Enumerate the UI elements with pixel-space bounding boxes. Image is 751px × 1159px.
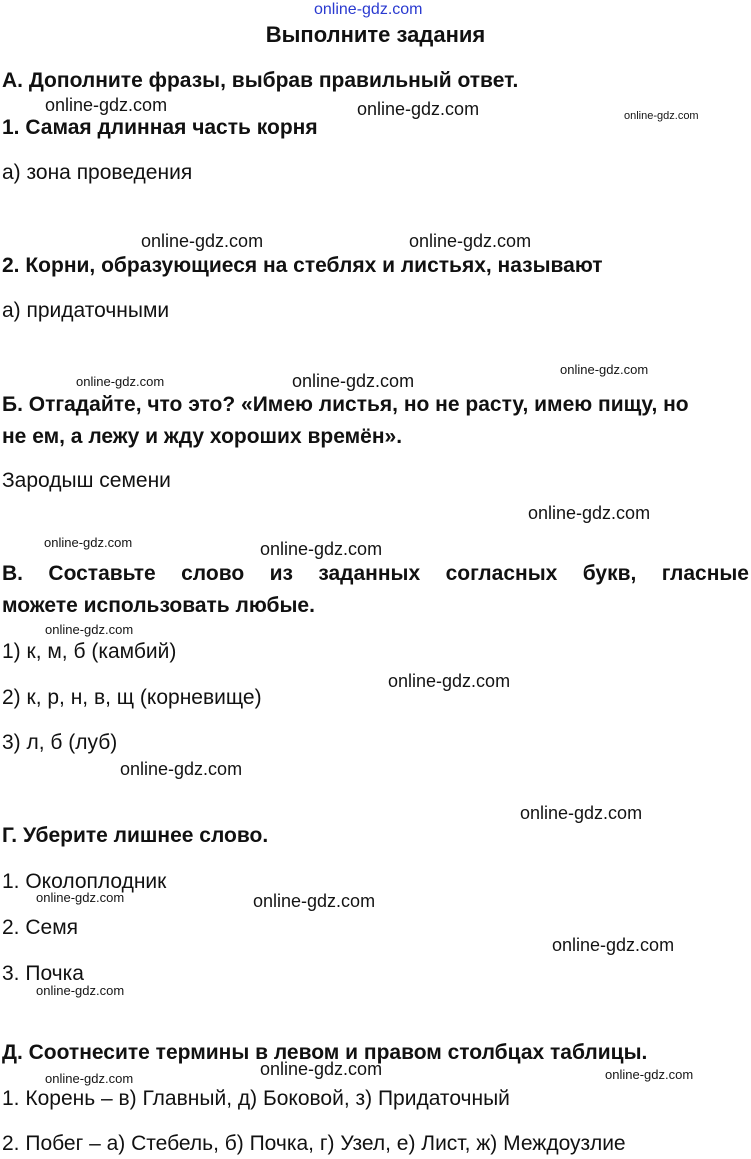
section-v-heading-line-1: В. Составьте слово из заданных согласных букв, гласные <box>2 562 749 585</box>
section-d-item-1: 1. Корень – в) Главный, д) Боковой, з) Придаточный <box>2 1087 510 1110</box>
section-b-heading-line-1: Б. Отгадайте, что это? «Имею листья, но не расту, имею пищу, но <box>2 393 689 416</box>
watermark: online-gdz.com <box>552 935 675 955</box>
watermark: online-gdz.com <box>520 803 643 823</box>
section-g-item-3: 3. Почка <box>2 962 84 985</box>
watermark: online-gdz.com <box>141 231 264 251</box>
watermark: online-gdz.com <box>260 1059 383 1079</box>
section-g-item-2: 2. Семя <box>2 916 79 939</box>
section-a-answer-2: а) придаточными <box>2 299 170 322</box>
watermark: online-gdz.com <box>36 890 125 905</box>
watermark: online-gdz.com <box>36 983 125 998</box>
watermark: online-gdz.com <box>260 539 383 559</box>
section-a-answer-1: а) зона проведения <box>2 161 193 184</box>
watermark: online-gdz.com <box>388 671 511 691</box>
watermark: online-gdz.com <box>45 95 168 115</box>
top-watermark: online-gdz.com <box>314 1 423 18</box>
section-v-item-3: 3) л, б (луб) <box>2 731 118 754</box>
watermark: online-gdz.com <box>253 891 376 911</box>
watermark: online-gdz.com <box>528 503 651 523</box>
watermark: online-gdz.com <box>560 362 649 377</box>
section-a-question-1: 1. Самая длинная часть корня <box>2 116 318 139</box>
section-b-answer: Зародыш семени <box>2 469 171 492</box>
section-v-heading-line-2: можете использовать любые. <box>2 594 315 617</box>
page-title: Выполните задания <box>265 22 486 47</box>
watermark: online-gdz.com <box>76 374 165 389</box>
section-a-heading: А. Дополните фразы, выбрав правильный ответ. <box>2 69 519 92</box>
watermark: online-gdz.com <box>45 1071 134 1086</box>
watermark: online-gdz.com <box>409 231 532 251</box>
section-g-heading: Г. Уберите лишнее слово. <box>2 824 269 847</box>
watermark: online-gdz.com <box>624 110 699 122</box>
watermark: online-gdz.com <box>605 1067 694 1082</box>
section-v-item-2: 2) к, р, н, в, щ (корневище) <box>2 686 262 709</box>
section-d-heading: Д. Соотнесите термины в левом и правом столбцах таблицы. <box>2 1041 648 1064</box>
section-g-item-1: 1. Околоплодник <box>2 870 167 893</box>
watermark: online-gdz.com <box>45 622 134 637</box>
watermark: online-gdz.com <box>292 371 415 391</box>
section-a-question-2: 2. Корни, образующиеся на стеблях и листьях, называют <box>2 254 603 277</box>
watermark: online-gdz.com <box>357 99 480 119</box>
watermark: online-gdz.com <box>44 535 133 550</box>
section-d-item-2: 2. Побег – а) Стебель, б) Почка, г) Узел, е) Лист, ж) Междоузлие <box>2 1132 626 1155</box>
watermark: online-gdz.com <box>120 759 243 779</box>
section-v-item-1: 1) к, м, б (камбий) <box>2 640 177 663</box>
section-b-heading-line-2: не ем, а лежу и жду хороших времён». <box>2 425 403 448</box>
